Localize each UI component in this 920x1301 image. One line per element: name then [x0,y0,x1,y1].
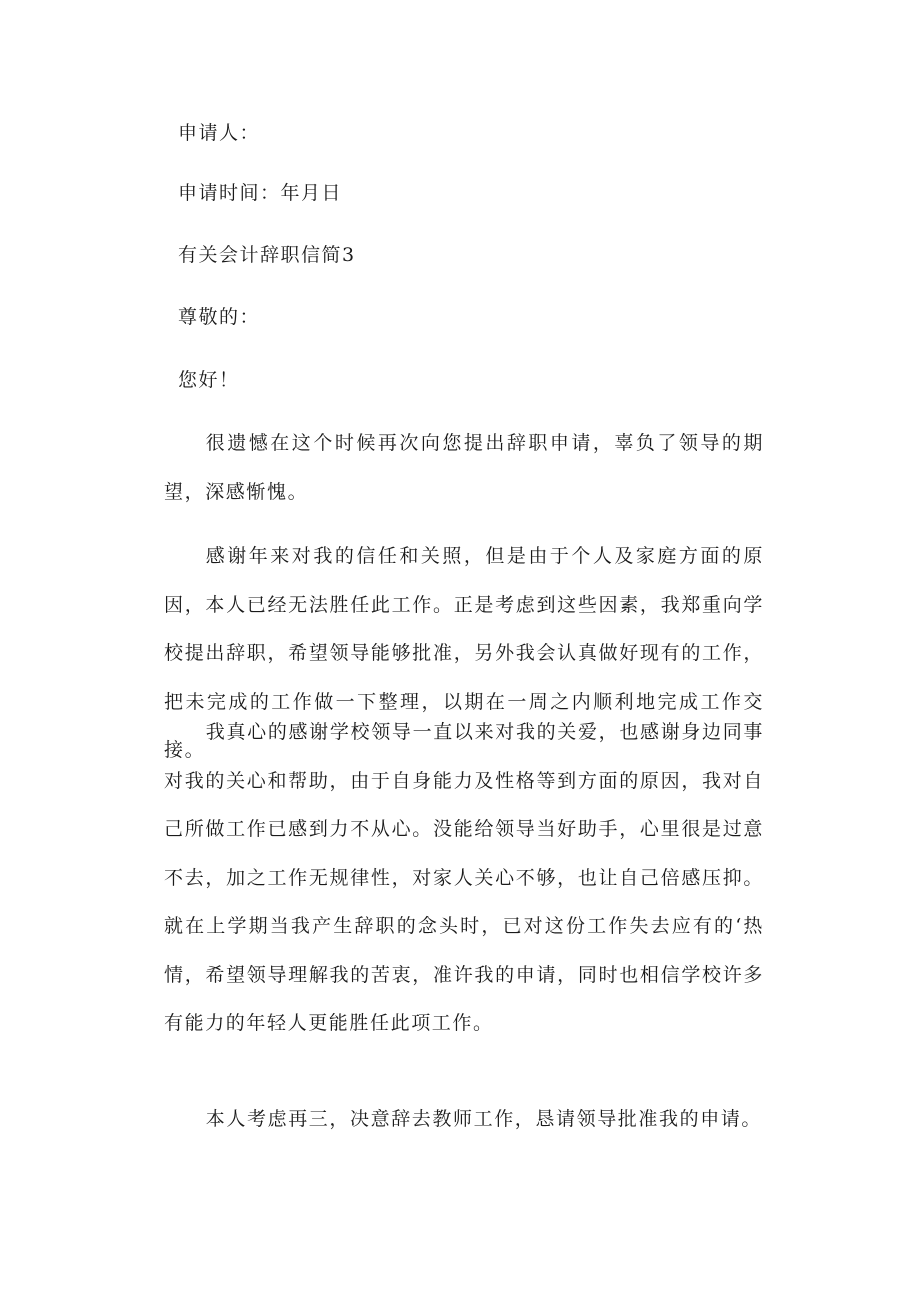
paragraph-regret: 很遗憾在这个时候再次向您提出辞职申请，辜负了领导的期望，深感惭愧。 [164,432,764,503]
paragraph-gratitude: 我真心的感谢学校领导一直以来对我的关爱，也感谢身边同事对我的关心和帮助，由于自身能力及性格等到方面的原因，我对自己所做工作已感到力不从心。没能给领导当好助手，心里很是过意不去，加之工作无规律性，对家人关心不够，也让自己倍感压抑。就在上学期当我产生辞职的念头时，已对这份工作失去应有的‘热情，希望领导理解我的苦衷，准许我的申请，同时也相信学校许多有能力的年轻人更能胜任此项工作。 [164,721,764,1034]
section-title: 有关会计辞职信简3 [178,244,356,266]
paragraph-reason: 感谢年来对我的信任和关照，但是由于个人及家庭方面的原因，本人已经无法胜任此工作。正是考虑到这些因素，我郑重向学校提出辞职，希望领导能够批准，另外我会认真做好现有的工作，把未完成的工作做一下整理，以期在一周之内顺利地完成工作交接。 [164,545,764,761]
application-date-line: 申请时间：年月日 [178,182,343,204]
greeting: 您好！ [178,369,240,391]
applicant-line: 申请人： [178,122,261,144]
paragraph-decision: 本人考虑再三，决意辞去教师工作，恳请领导批准我的申请。 [205,1108,762,1130]
salutation: 尊敬的： [178,306,261,328]
